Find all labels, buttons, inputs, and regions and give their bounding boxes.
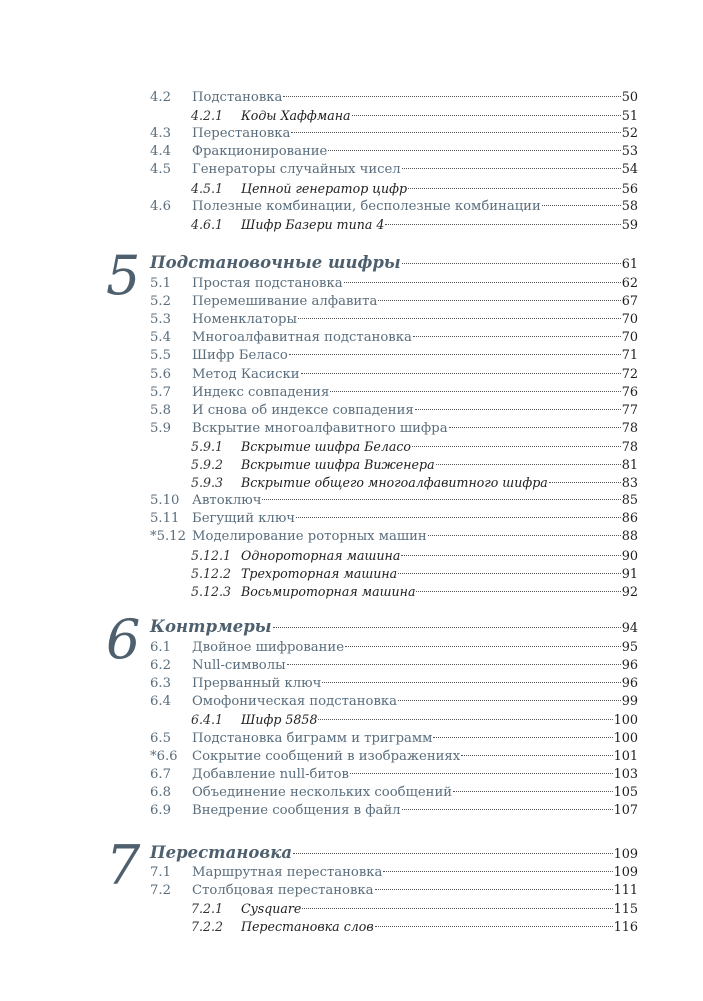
dot-leader (287, 664, 621, 665)
entry-line (192, 402, 638, 420)
section-title: Перемешивание алфавита (192, 294, 378, 310)
toc-section-entry[interactable] (150, 275, 638, 293)
toc-section-entry[interactable] (150, 675, 638, 693)
section-title: Генераторы случайных чисел (192, 162, 401, 178)
entry-line (241, 180, 638, 199)
entry-line (192, 864, 638, 882)
entry-line (192, 510, 638, 528)
dot-leader (283, 96, 620, 97)
entry-line (241, 107, 638, 126)
toc-section-entry[interactable] (150, 730, 638, 748)
page-number: 90 (621, 548, 638, 564)
section-number: 5.9.3 (191, 475, 224, 491)
entry-line (192, 161, 638, 179)
page-number: 52 (621, 126, 638, 142)
section-title: Однороторная машина (241, 547, 401, 563)
section-number: 5.12.1 (191, 547, 232, 563)
section-title: Простая подстановка (192, 276, 343, 291)
page-number: 91 (621, 566, 638, 582)
toc-subsection-entry[interactable] (150, 711, 638, 729)
section-title: Вскрытие шифра Виженера (241, 457, 435, 472)
page-number: 88 (621, 529, 638, 545)
section-title: Подстановка биграмм и триграмм (192, 730, 433, 746)
page-number: 99 (621, 694, 638, 710)
section-title: Вскрытие многоалфавитного шифра (192, 420, 448, 436)
toc-subsection-entry[interactable] (150, 107, 638, 125)
dot-leader (298, 318, 621, 319)
page-number: 62 (621, 276, 638, 291)
dot-leader (416, 591, 620, 592)
entry-line (241, 438, 638, 457)
entry-line (192, 492, 638, 510)
section-title: Двойное шифрование (192, 640, 345, 655)
entry-line (192, 882, 638, 900)
entry-line (241, 565, 638, 584)
section-number: 4.5 (150, 162, 171, 178)
section-number: 6.8 (150, 784, 171, 800)
section-title: Фракционирование (192, 144, 328, 160)
section-number: 5.6 (150, 366, 171, 382)
page-number: 111 (613, 883, 638, 899)
chapter-number: 6 (106, 608, 141, 671)
section-number: 5.1 (150, 276, 171, 291)
section-number: 6.9 (150, 802, 171, 818)
dot-leader (401, 555, 620, 556)
toc-section-entry[interactable] (150, 329, 638, 347)
entry-line (192, 802, 638, 820)
section-number: *6.6 (150, 748, 178, 764)
entry-line (192, 125, 638, 143)
section-number: 4.5.1 (191, 180, 224, 196)
page-number: 103 (613, 766, 638, 782)
dot-leader (433, 737, 612, 738)
entry-line (192, 639, 638, 657)
section-number: *5.12 (150, 529, 186, 545)
entry-line (192, 89, 638, 107)
section-title: Столбцовая перестановка (192, 883, 374, 899)
section-title: Внедрение сообщения в файл (192, 802, 401, 818)
dot-leader (375, 926, 613, 927)
page-number: 76 (621, 384, 638, 400)
page-number: 100 (613, 713, 638, 729)
entry-line (241, 474, 638, 493)
dot-leader (352, 115, 621, 116)
toc-section-entry[interactable] (150, 420, 638, 438)
section-title: Вскрытие общего многоалфавитного шифра (241, 475, 548, 491)
dot-leader (344, 282, 621, 283)
entry-line (192, 657, 638, 675)
entry-line (192, 675, 638, 693)
page-number: 96 (621, 658, 638, 674)
section-title: Маршрутная перестановка (192, 865, 383, 880)
section-number: 6.5 (150, 730, 171, 746)
page-number: 78 (621, 420, 638, 436)
page-number: 96 (621, 676, 638, 692)
chapter-number: 5 (106, 244, 141, 307)
page-number: 50 (621, 90, 638, 105)
section-number: 4.2.1 (191, 108, 224, 124)
page-number: 71 (621, 348, 638, 364)
page-number: 70 (621, 330, 638, 346)
page-number: 67 (621, 294, 638, 310)
toc-section-entry[interactable] (150, 802, 638, 820)
toc-section-entry[interactable] (150, 510, 638, 528)
toc-section-entry[interactable] (150, 639, 638, 657)
dot-leader (385, 224, 620, 225)
chapter-title: Перестановка (150, 843, 293, 862)
page-number: 72 (621, 366, 638, 382)
section-number: 6.3 (150, 676, 171, 692)
section-number: 5.12.2 (191, 565, 232, 581)
page-number: 81 (621, 458, 638, 473)
page-number: 105 (613, 784, 638, 800)
dot-leader (262, 499, 620, 500)
dot-leader (318, 719, 612, 720)
section-title: Автоключ (192, 493, 262, 509)
dot-leader (302, 908, 612, 909)
toc-subsection-entry[interactable] (150, 547, 638, 565)
section-number: 5.8 (150, 402, 171, 418)
page-number: 51 (621, 109, 638, 125)
page-number: 100 (613, 730, 638, 746)
dot-leader (436, 464, 621, 465)
section-number: 5.9 (150, 420, 171, 436)
dot-leader (408, 188, 621, 189)
dot-leader (428, 535, 621, 536)
section-number: 4.6.1 (191, 216, 224, 232)
entry-line (192, 384, 638, 402)
section-number: 6.2 (150, 658, 171, 674)
page-number: 92 (621, 584, 638, 600)
section-number: 6.4 (150, 694, 171, 710)
toc-subsection-entry[interactable] (150, 918, 638, 936)
section-title: Полезные комбинации, бесполезные комбинации (192, 198, 541, 214)
section-title: Перестановка слов (241, 919, 374, 935)
section-number: 6.4.1 (191, 712, 224, 728)
entry-line (192, 366, 638, 384)
dot-leader (453, 791, 613, 792)
toc-subsection-entry[interactable] (150, 180, 638, 198)
section-title: Омофоническая подстановка (192, 694, 398, 710)
page-number: 116 (613, 920, 638, 936)
dot-leader (402, 168, 621, 169)
dot-leader (412, 446, 621, 447)
entry-line (241, 456, 638, 475)
section-title: Шифр Беласо (192, 348, 288, 364)
page-number: 94 (621, 621, 638, 636)
entry-line (192, 730, 638, 748)
section-title: Метод Касиски (192, 366, 300, 382)
dot-leader (296, 517, 621, 518)
dot-leader (291, 132, 620, 133)
page-number: 83 (621, 476, 638, 492)
dot-leader (330, 391, 620, 392)
section-number: 4.2 (150, 90, 171, 105)
dot-leader (398, 573, 621, 574)
dot-leader (415, 409, 621, 410)
section-number: 5.3 (150, 312, 171, 328)
toc-section-entry[interactable] (150, 882, 638, 900)
toc-subsection-entry[interactable] (150, 565, 638, 583)
section-number: 5.2 (150, 294, 171, 310)
entry-line (241, 583, 638, 602)
dot-leader (542, 205, 621, 206)
entry-line (192, 748, 638, 766)
section-number: 4.6 (150, 198, 171, 214)
chapter-title: Подстановочные шифры (150, 253, 401, 272)
section-title: Прерванный ключ (192, 676, 322, 692)
section-number: 5.11 (150, 511, 180, 527)
section-number: 5.9.2 (191, 457, 224, 472)
chapter-title-line (150, 616, 638, 638)
chapter-title: Контрмеры (150, 617, 272, 636)
section-title: Сокрытие сообщений в изображениях (192, 748, 461, 764)
section-title: Null-символы (192, 658, 286, 674)
dot-leader (293, 853, 613, 854)
entry-line (192, 311, 638, 329)
dot-leader (322, 682, 620, 683)
chapter-number: 7 (106, 834, 141, 897)
entry-line (192, 784, 638, 802)
page-number: 58 (621, 198, 638, 214)
toc-section-entry[interactable] (150, 143, 638, 161)
toc-section-entry[interactable] (150, 784, 638, 802)
section-title: Объединение нескольких сообщений (192, 784, 453, 800)
entry-line (192, 293, 638, 311)
section-number: 7.2.2 (191, 919, 224, 935)
section-title: Вскрытие шифра Беласо (241, 438, 411, 454)
toc-section-entry[interactable] (150, 161, 638, 179)
dot-leader (413, 336, 621, 337)
dot-leader (273, 627, 621, 628)
dot-leader (328, 150, 620, 151)
section-title: Шифр 5858 (241, 712, 318, 728)
page-number: 54 (621, 162, 638, 178)
toc-section-entry[interactable] (150, 402, 638, 420)
section-number: 5.10 (150, 493, 180, 509)
page-number: 78 (621, 439, 638, 455)
toc-section-entry[interactable] (150, 748, 638, 766)
entry-line (192, 420, 638, 438)
page-number: 109 (613, 847, 638, 862)
toc-section-entry[interactable] (150, 347, 638, 365)
section-title: Коды Хаффмана (241, 108, 351, 124)
entry-line (241, 216, 638, 235)
entry-line (192, 347, 638, 365)
toc-section-entry[interactable] (150, 693, 638, 711)
dot-leader (449, 427, 621, 428)
toc-section-entry[interactable] (150, 384, 638, 402)
toc-subsection-entry[interactable] (150, 438, 638, 456)
chapter-title-line (150, 842, 638, 864)
chapter-title-line (150, 252, 638, 274)
entry-line (241, 918, 638, 937)
entry-line (241, 711, 638, 730)
section-title: Добавление null-битов (192, 766, 349, 782)
toc-section-entry[interactable] (150, 293, 638, 311)
section-title: Перестановка (192, 126, 291, 142)
page-number: 61 (621, 257, 638, 272)
section-title: Шифр Базери типа 4 (241, 216, 385, 232)
section-title: Восьмироторная машина (241, 583, 416, 599)
toc-section-entry[interactable] (150, 864, 638, 882)
toc-section-entry[interactable] (150, 766, 638, 784)
toc-section-entry[interactable] (150, 528, 638, 546)
page-number: 101 (613, 748, 638, 764)
entry-line (192, 766, 638, 784)
section-number: 5.4 (150, 330, 171, 346)
page-number: 56 (621, 181, 638, 197)
page-number: 85 (621, 493, 638, 509)
page-number: 95 (621, 640, 638, 655)
section-title: Подстановка (192, 90, 283, 105)
section-number: 7.2.1 (191, 901, 224, 917)
dot-leader (375, 889, 613, 890)
section-title: Номенклаторы (192, 312, 297, 328)
section-number: 5.9.1 (191, 438, 224, 454)
section-title: Моделирование роторных машин (192, 529, 427, 545)
toc-section-entry[interactable] (150, 311, 638, 329)
entry-line (241, 547, 638, 566)
entry-line (192, 329, 638, 347)
section-number: 5.7 (150, 384, 171, 400)
section-title: Индекс совпадения (192, 384, 330, 400)
dot-leader (301, 373, 621, 374)
page-number: 70 (621, 312, 638, 328)
section-number: 7.2 (150, 883, 171, 899)
section-title: Cysquare (241, 901, 302, 917)
page-number: 77 (621, 402, 638, 418)
entry-line (192, 198, 638, 216)
page-number: 107 (613, 802, 638, 818)
entry-line (192, 528, 638, 546)
toc-subsection-entry[interactable] (150, 583, 638, 601)
section-title: Трехроторная машина (241, 565, 398, 581)
page-number: 109 (613, 865, 638, 880)
toc-section-entry[interactable] (150, 657, 638, 675)
toc-section-entry[interactable] (150, 125, 638, 143)
dot-leader (345, 646, 621, 647)
toc-section-entry[interactable] (150, 366, 638, 384)
page-number: 86 (621, 511, 638, 527)
dot-leader (350, 773, 613, 774)
section-number: 4.3 (150, 126, 171, 142)
toc-section-entry[interactable] (150, 89, 638, 107)
toc-section-entry[interactable] (150, 492, 638, 510)
dot-leader (549, 482, 621, 483)
entry-line (192, 693, 638, 711)
section-number: 5.12.3 (191, 583, 232, 599)
dot-leader (289, 354, 621, 355)
dot-leader (398, 700, 621, 701)
dot-leader (461, 755, 612, 756)
entry-line (192, 275, 638, 293)
entry-line (241, 900, 638, 919)
section-title: Цепной генератор цифр (241, 180, 408, 196)
page-number: 115 (613, 902, 638, 918)
toc-subsection-entry[interactable] (150, 216, 638, 234)
dot-leader (383, 871, 612, 872)
section-title: И снова об индексе совпадения (192, 402, 414, 418)
section-title: Многоалфавитная подстановка (192, 330, 412, 346)
section-number: 6.7 (150, 766, 171, 782)
section-number: 5.5 (150, 348, 171, 364)
section-number: 7.1 (150, 865, 171, 880)
toc-subsection-entry[interactable] (150, 456, 638, 474)
dot-leader (402, 263, 621, 264)
page-number: 53 (621, 144, 638, 160)
toc-section-entry[interactable] (150, 198, 638, 216)
section-title: Бегущий ключ (192, 511, 296, 527)
section-number: 4.4 (150, 144, 171, 160)
section-number: 6.1 (150, 640, 171, 655)
toc-subsection-entry[interactable] (150, 900, 638, 918)
page-number: 59 (621, 217, 638, 233)
entry-line (192, 143, 638, 161)
dot-leader (402, 809, 613, 810)
toc-subsection-entry[interactable] (150, 474, 638, 492)
dot-leader (378, 300, 620, 301)
